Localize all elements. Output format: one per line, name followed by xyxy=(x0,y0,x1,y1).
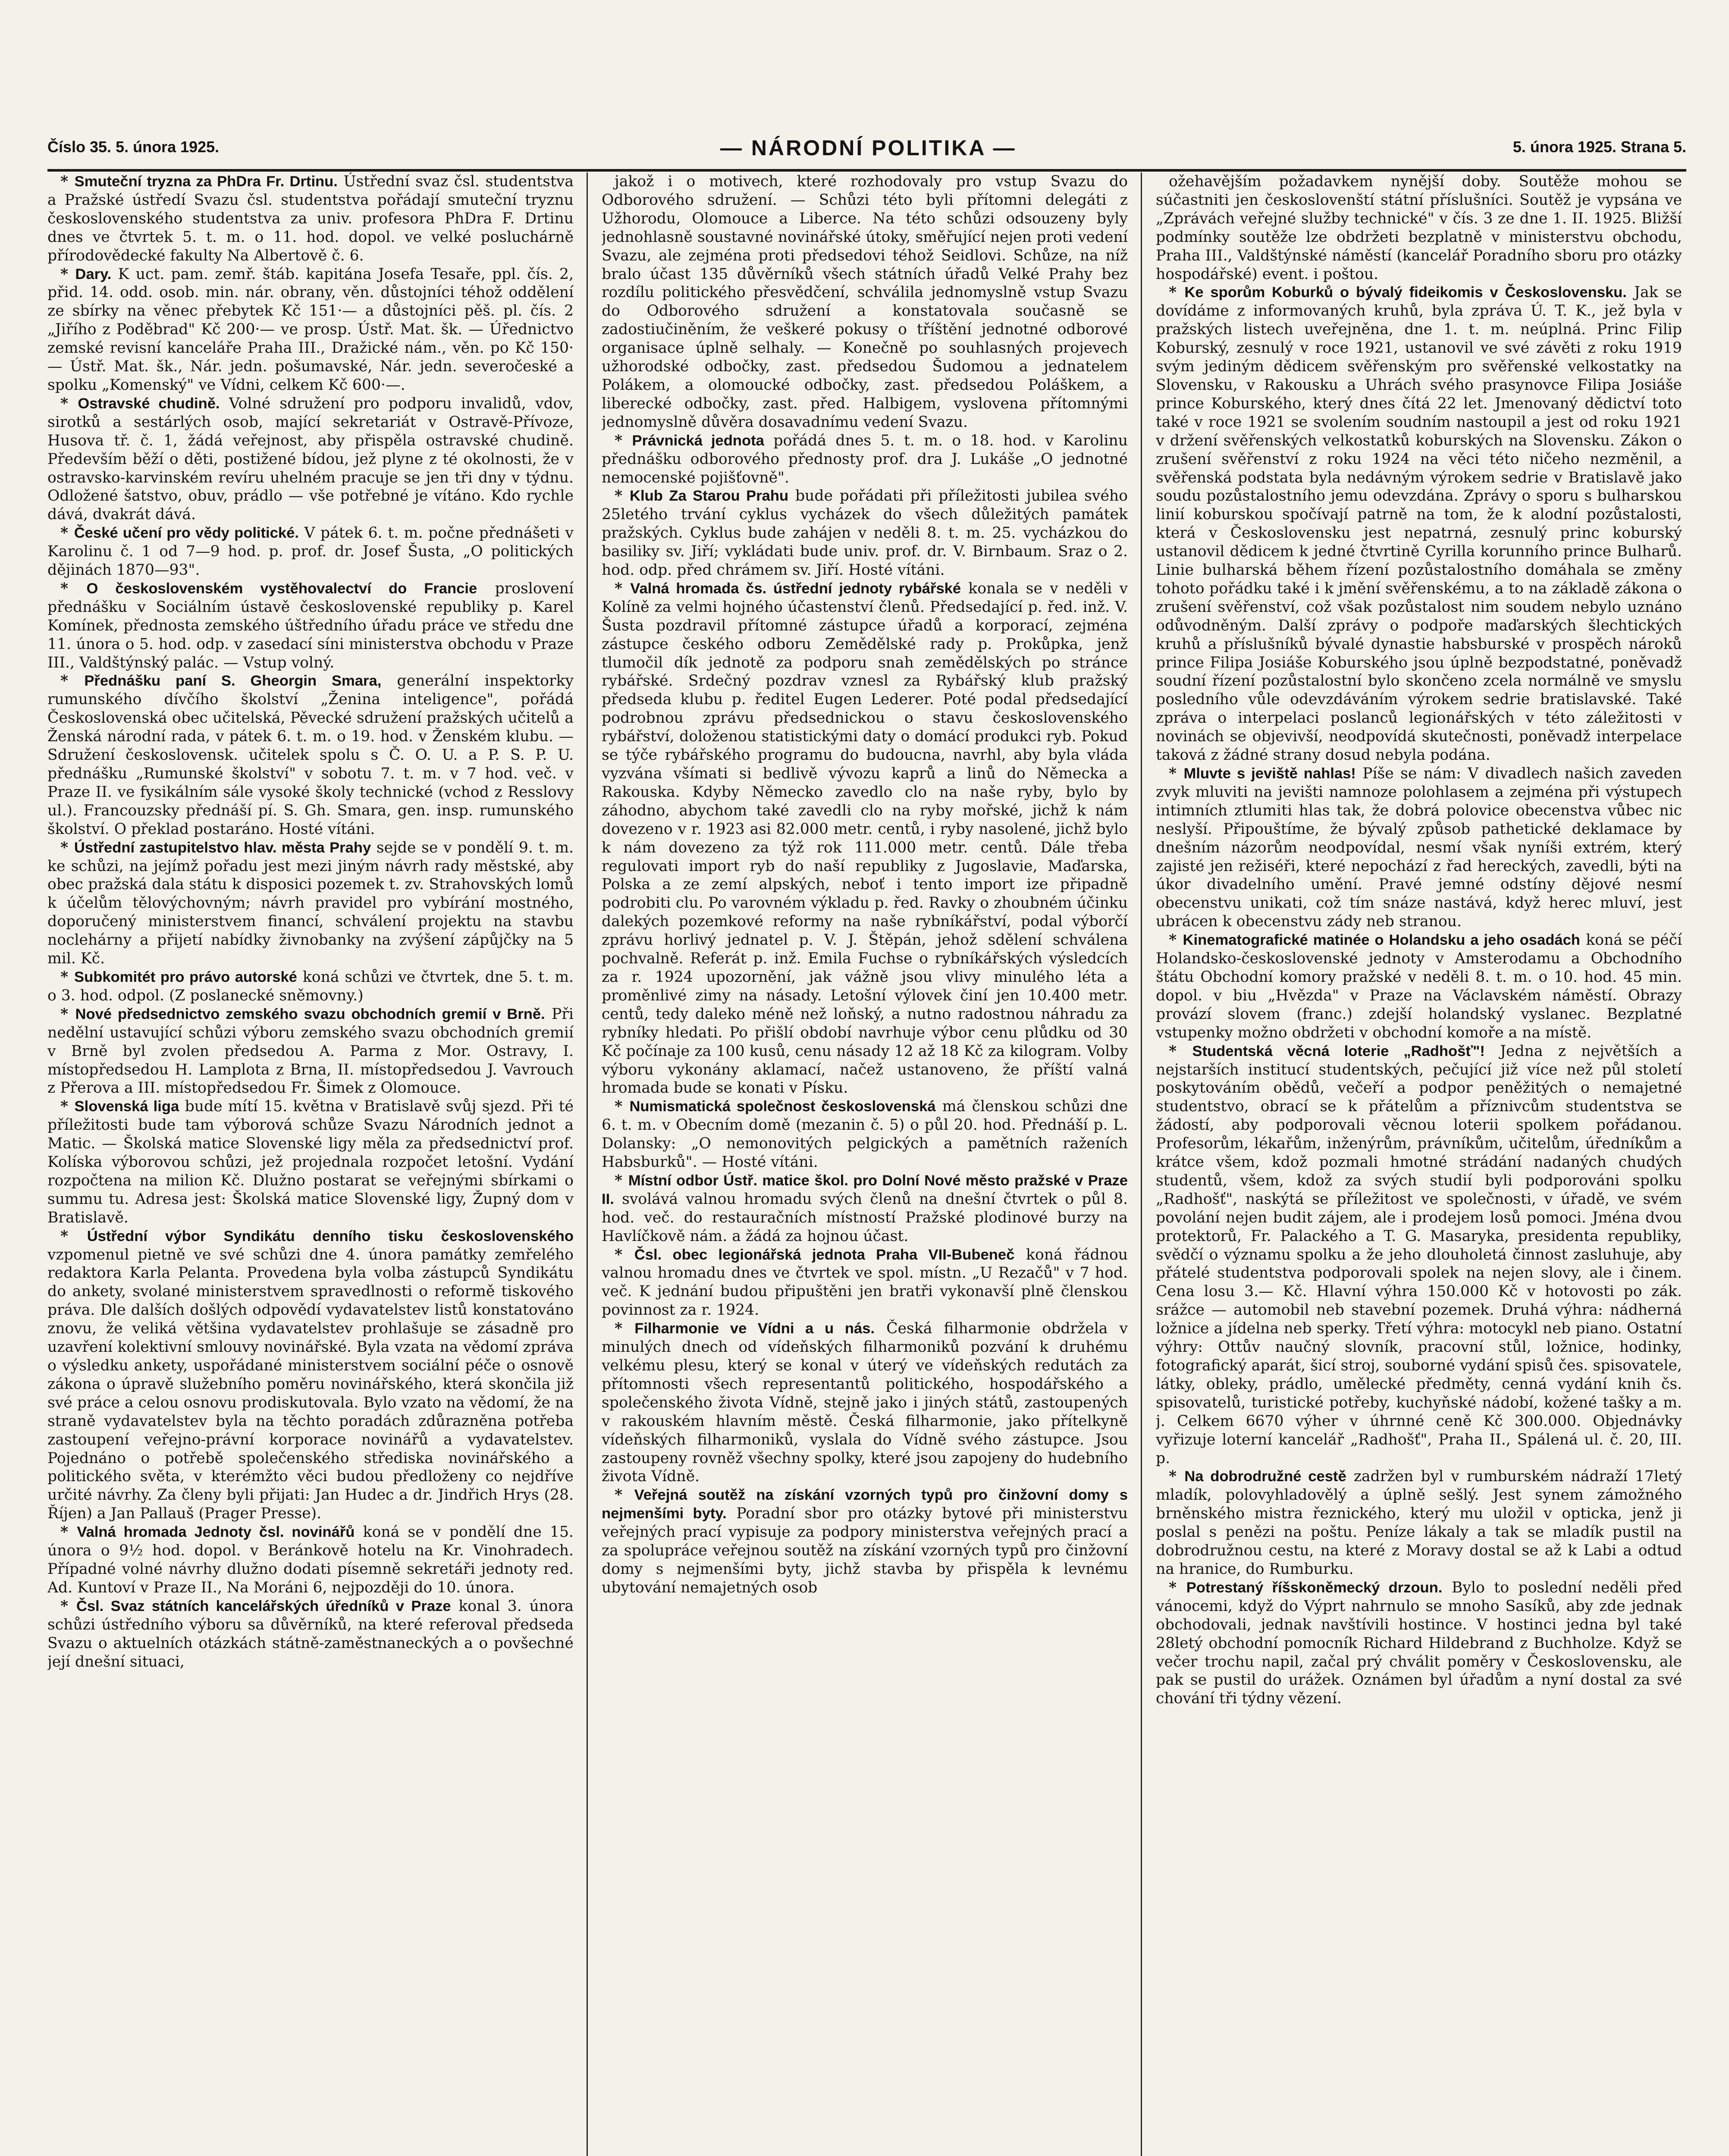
article xyxy=(47,1005,574,1098)
article-bullet: * xyxy=(615,580,631,597)
article-heading: Čsl. obec legionářská jednota Praha VII-Bubeneč xyxy=(634,1246,1015,1263)
article xyxy=(602,580,1128,1097)
article xyxy=(47,580,574,672)
article-body: má členskou schůzi dne 6. t. m. v Obecním domě (mezanin č. 5) o půl 20. hod. Přednáší p. L. Dolansky: „O nemonovitých pelgických a pamětních raženích Habsburků". — Hosté vítáni. xyxy=(602,1098,1128,1171)
column-3 xyxy=(1156,172,1682,2156)
article-body: Bylo to poslední neděli před vánocemi, když do Výprt nahrnulo se mnoho Sasíků, aby zde jednak obchodovali, jednak navštívili hostince. V hostinci jedna byl také 28letý obchodní pomocník Richard Hildebrand z Buchholze. Když se večer trochu napil, začal prý chválit poměry v Československu, ale pak se pustil do urážek. Oznámen byl úřadům a nyní dostal za své chování tři týdny vězení. xyxy=(1156,1579,1682,1708)
article-bullet: * xyxy=(60,524,74,542)
article-body: Při nedělní ustavující schůzi výboru zemského svazu obchodních gremií v Brně byl zvolen předsedou A. Parma z Mor. Ostravy, I. místopředsedou H. Lamplota z Brna, II. místopředsedou J. Vavrouch z Přerova a III. místopředsedou Fr. Šimek z Olomouce. xyxy=(47,1005,574,1097)
article-bullet: * xyxy=(60,839,74,856)
article-bullet: * xyxy=(1169,1042,1192,1060)
article xyxy=(602,1319,1128,1486)
article xyxy=(602,487,1128,580)
article-body: Česká filharmonie obdržela v minulých dnech od vídeňských filharmoniků pozvání k druhému velkému plesu, který se konal v úterý ve vídeňských redutách za přítomnosti všech representantů politického, hospodářského a společenského života Vídně, stejně jako i jiných států, zastoupených v rakouském hlavním městě. Česká filharmonie, jako přítelkyně vídeňských filharmoniků, vyslala do Vídně svého zástupce. Jsou zastoupeny rovněž všechny spolky, které jsou zapojeny do hudebního života Vídně. xyxy=(602,1320,1128,1485)
article-heading: Valná hromada Jednoty čsl. novinářů xyxy=(77,1524,355,1541)
article-body: proslovení přednášku v Sociálním ústavě československé republiky p. Karel Komínek, přednosta zemského úštředního úřadu práce ve středu dne 11. února o 5. hod. odp. v zasedací síni ministerstva obchodu v Praze III., Valdštýnský palác. — Vstup volný. xyxy=(47,580,574,671)
article-bullet: * xyxy=(60,1227,87,1245)
article xyxy=(47,1097,574,1227)
newspaper-title: — NÁRODNÍ POLITIKA — xyxy=(720,136,1017,160)
article xyxy=(602,1246,1128,1320)
article xyxy=(1156,1042,1682,1468)
article-body: Volné sdružení pro podporu invalidů, vdov, sirotků a sestárlých osob, mající sekretariát v Ostravě-Přívoze, Husova tř. č. 1, žádá veřejnost, aby přispěla ostravské chudině. Především běží o děti, postižené bídou, jež plyne z té okolnosti, že v ostravsko-karvinském revíru uhelném pracuje se jen tři dny v týdnu. Odložené šatstvo, obuv, prádlo — vše potřebné je vítáno. Kdo rychle dává, dvakrát dává. xyxy=(47,395,574,523)
article-body: Poradní sbor pro otázky bytové při ministerstvu veřejných prací vypisuje za podpory ministerstva veřejných prací a za spolupráce veřejnou soutěž na získání vzorných typů pro činžovní domy s nejmenšími byty, jichž stavba by přispěla k levnému ubytování nemajetných osob xyxy=(602,1505,1128,1596)
article-body: zadržen byl v rumburském nádraží 17letý mladík, polovyhladovělý a úplně sešlý. Jest synem zámožného brněnského mistra řeznického, který mu uložil v opticka, jenž ji poslal s penězi na poštu. Peníze lákaly a tak se mladík pustil na dobrodružnou cestu, na které z Moravy dostal se až k Labi a odtud na hranice, do Rumburku. xyxy=(1156,1468,1682,1578)
article-bullet: * xyxy=(60,1523,77,1541)
article-body: koná se péčí Holandsko-československé jednoty v Amsterodamu a Obchodního štátu Obchodní komory pražské v neděli 8. t. m. o 10. hod. 45 min. dopol. v biu „Hvězda" v Praze na Václavském náměstí. Obrazy provází slovem (franc.) zdejší holandský vyslanec. Bezplatné vstupenky možno obdržeti v obchodní komoře a na místě. xyxy=(1156,931,1682,1041)
article-heading: Přednášku paní S. Gheorgin Smara, xyxy=(84,673,382,689)
article-body: Jak se dovídáme z informovaných kruhů, byla zpráva Ú. T. K., jež byla v pražských listech uveřejněna, dne 1. t. m. neúplná. Princ Filip Koburský, zesnulý v roce 1921, ustanovil ve své závěti z roku 1919 svým jediným dědicem svěřenským pro svěřenské velkostatky na Slovensku, v Rakousku a Uhrách svého prasynovce Filipa Josiáše prince Koburského, který dnes čítá 22 let. Jmenovaný dědictví toto také v roce 1921 se svolením soudním nastoupil a jest od roku 1921 v držení svěřenských velkostatků koburských na Slovensku. Zákon o zrušení svěřenství z roku 1924 na věci této ničeho nezměnil, a svěřenská podstata byla nedávným výrokem sedrie v Bratislavě jako soudu pozůstalostního jemu odevzdána. Zprávy o sporu s bulharskou linií koburskou spočívají patrně na tom, že k alodní pozůstalosti, která v Československu jest nepatrná, zesnulý princ koburský ustanovil dědicem k jedné čtvrtině Cyrilla korunního prince Bulharů. Linie bulharská během řízení pozůstalostního domáhala se změny tohoto pořádku také i k jmění svěřenskému, a to na základě zákona o zrušení svěřenství, což však pozůstalost nim soudem nebylo uznáno odůvodněným. Další zprávy o podpoře maďarských šlechtických kruhů a příslušníků bývalé dynastie habsburské v prospěch nároků prince Filipa Josiáše Koburského jsou úplně bezpodstatné, poněvadž soudní řízení pozůstalostní bylo skončeno zcela normálně ve smyslu posledního vůle odevzdáváním výrokem sedrie bratislavské. Také zpráva o interpelaci poslanců legionářských v této záležitosti v novinách se objevivší, neodpovídá skutečnosti, poněvadž interpelace taková z žádné strany dosud nebyla podána. xyxy=(1156,284,1682,764)
article-body: jakož i o motivech, které rozhodovaly pro vstup Svazu do Odborového sdružení. — Schůzi této byli přítomni delegáti z Užhorodu, Olomouce a Liberce. Na této schůzi odsouzeny byly jednohlasně soustavné novinářské útoky, směřující nejen proti vedení Svazu, ale zejména proti předsedovi téhož Seidlovi. Schůze, na níž bralo účast 135 důvěrníků všech státních úřadů Velké Prahy bez rozdílu politického přesvědčení, schválila jednomyslně vstup Svazu do Odborového sdružení a konstatovala současně se zadostiučiněním, že veškeré pokusy o tříštění jednotné odborové organisace úplně selhaly. — Konečně po souhlasných projevech užhorodské odbočky, zast. předsedou Šudomou a jednatelem Polákem, a olomoucké odbočky, zast. předsedou Poláškem, a liberecké odbočky, zast. před. Halbigem, vyslovena přítomnými jednomyslně důvěra dosavadnímu vedení Svazu. xyxy=(602,173,1128,431)
article xyxy=(1156,1579,1682,1708)
article-body: koná schůzi ve čtvrtek, dne 5. t. m. o 3. hod. odpol. (Z poslanecké sněmovny.) xyxy=(47,968,574,1004)
article xyxy=(47,672,574,838)
article-bullet: * xyxy=(60,1098,75,1116)
article xyxy=(602,1172,1128,1246)
article-bullet: * xyxy=(60,395,78,412)
article-bullet: * xyxy=(615,1246,634,1263)
article-bullet: * xyxy=(60,1005,75,1023)
article-body: koná řádnou valnou hromadu dnes ve čtvrtek ve spol. místn. „U Rezačů" v 7 hod. več. K jednání budou připuštěni jen bratři vykonavší plně členskou povinnost za r. 1924. xyxy=(602,1246,1128,1319)
article-heading: Smuteční tryzna za PhDra Fr. Drtinu. xyxy=(74,173,338,190)
article-body: bude pořádati při příležitosti jubilea svého 25letého trvání cyklus vycházek do všech důležitých památek pražských. Cyklus bude zahájen v neděli 8. t. m. 25. vycházkou do basiliky sv. Jiří; vykládati bude univ. prof. dr. V. Birnbaum. Sraz o 2. hod. odp. před chrámem sv. Jiří. Hosté vítáni. xyxy=(602,487,1128,579)
article-heading: Veřejná soutěž na získání vzorných typů pro činžovní domy s nejmenšími byty. xyxy=(602,1487,1128,1522)
article-heading: Valná hromada čs. ústřední jednoty rybářské xyxy=(630,580,961,597)
article-heading: Čsl. Svaz státních kancelářských úředníků v Praze xyxy=(76,1598,451,1614)
article-bullet: * xyxy=(60,672,85,690)
article xyxy=(47,265,574,395)
column-2 xyxy=(602,172,1128,2156)
article-heading: Potrestaný říšskoněmecký drzoun. xyxy=(1186,1579,1443,1596)
issue-number-date: Číslo 35. 5. února 1925. xyxy=(47,138,220,156)
article-body: V pátek 6. t. m. počne přednášeti v Karolinu č. 1 od 7—9 hod. p. prof. dr. Josef Šusta, „O politických dějinách 1870—93". xyxy=(47,524,574,579)
article-heading: Studentská věcná loterie „Radhošť"! xyxy=(1192,1043,1485,1059)
article-bullet: * xyxy=(615,432,632,449)
article xyxy=(602,1486,1128,1597)
article-body: K uct. pam. zemř. štáb. kapitána Josefa Tesaře, ppl. čís. 2, přid. 14. odd. osob. min. nár. obrany, věn. důstojníci téhož oddělení ze sbírky na věnec přebytek Kč 151·— a důstojníci pěš. pl. čís. 2 „Jiřího z Poděbrad" Kč 200·— ve prosp. Ústř. Mat. šk. — Úřednictvo zemské revisní kanceláře Praha III., Dražické nám., věn. po Kč 150·— Ústř. Mat. šk., Nár. jedn. pošumavské, Nár. jedn. severočeské a spolku „Komenský" ve Vídni, celkem Kč 600·—. xyxy=(47,265,574,394)
article-body: koná se v pondělí dne 15. února o 9½ hod. dopol. v Beránkově hotelu na Kr. Vinohradech. Případné volné návrhy dlužno dodati písemně sekretáři jednoty red. Ad. Kuntoví v Praze II., Na Moráni 6, nejpozději do 10. února. xyxy=(47,1523,574,1596)
article-bullet: * xyxy=(1169,1468,1185,1485)
article xyxy=(47,1523,574,1597)
article-heading: Klub Za Starou Prahu xyxy=(630,488,789,505)
article-heading: Ke sporům Koburků o bývalý fideikomis v Československu. xyxy=(1184,284,1627,301)
article-body: svolává valnou hromadu svých členů na dnešní čtvrtek o půl 8. hod. več. do restauračních místností Pražské plodinové burzy na Havlíčkově nám. a žádá za hojnou účast. xyxy=(602,1190,1128,1245)
article-heading: Ústřední výbor Syndikátu denního tisku československého xyxy=(87,1228,574,1244)
column-divider-2 xyxy=(1141,172,1142,2156)
article-heading: Filharmonie ve Vídni a u nás. xyxy=(634,1320,875,1337)
article-heading: Kinematografické matinée o Holandsku a jeho osadách xyxy=(1183,932,1580,949)
article-heading: Na dobrodružné cestě xyxy=(1184,1468,1346,1485)
article-bullet: * xyxy=(60,968,75,986)
article-body: konala se v neděli v Kolíně za velmi hojného účastenství členů. Předsedající p. řed. inž. V. Šusta pozdravil přítomné zástupce úřadů a korporací, zejména zástupce českého odboru Zemědělské rady p. Prokůpka, jenž tlumočil dík jednotě za podporu snah zemědělských po stránce rybářské. Srdečný pozdrav vznesl za Rybářský klub pražský předseda klubu p. ředitel Eugen Lederer. Poté podal předsedající podrobnou zprávu předsednickou o stavu československého rybářství, doloženou statistickými daty o domácí produkci ryb. Pokud se týče rybářského programu do budoucna, navrhl, aby byla vláda vyzvána všímati si bedlivě vývozu kaprů a linů do Německa a Rakouska. Kdyby Německo zavedlo clo na naše ryby, bylo by záhodno, abychom také zavedli clo na ryby mořské, jichž k nám dovezeno v r. 1923 asi 82.000 metr. centů, i ryby nasolené, jichž bylo k nám dovezeno za týž rok 111.000 metr. centů. Dále třeba regulovati import ryb do naší republiky z Jugoslavie, Maďarska, Polska a ze zemí alpských, neboť i tento import ize připadně podrobiti clu. Po varovném výkladu p. řed. Ravky o zhoubném účinku dalekých pozemkové reformy na naše rybníkářství, podal výborčí zprávu horlivý jednatel p. V. J. Štěpán, jehož sdělení schválena pochvalně. Referát p. inž. Emila Fuchse o rybníkářských výsledcích za r. 1924 upozornění, jak vážně jsou vlivy minulého léta a proměnlivé zimy na násady. Letošní výlovek činí jen 10.400 metr. centů, tedy daleko méně než loňský, a nutno radostnou náhradu za rybníky hledati. Po přišlí období navrhuje výbor cenu plůdku od 30 Kč počínaje za 100 kusů, cenu násady 12 až 18 Kč za kilogram. Volby výboru vykonány aklamací, načež ustanoveno, že příští valná hromada bude se konati v Písku. xyxy=(602,580,1128,1097)
article xyxy=(1156,1467,1682,1578)
article-heading: Slovenská liga xyxy=(74,1098,179,1115)
article-heading: Ostravské chudině. xyxy=(78,395,220,412)
article-bullet: * xyxy=(615,1486,634,1504)
article-bullet: * xyxy=(615,487,630,505)
article-body: Píše se nám: V divadlech našich zaveden zvyk mluviti na jevišti namnoze polohlasem a zejména při výstupech intimních ztlumiti hlas tak, že dobrá polovice obecenstva vůbec nic neslyší. Připouštíme, že bývalý způsob pathetické deklamace by dnešním názorům neodpovídal, nesmí však nyníši extrém, který zajisté jen režiséři, které nepochází z řad hereckých, zavedli, býti na úkor divadelního umění. Pravé jemné odstíny dějové nesmí obecenstvu unikati, což tím snáze nastává, když herec mluví, jest ubrácen k obecenstvu zády neb stranou. xyxy=(1156,765,1682,931)
article-bullet: * xyxy=(615,1172,628,1189)
article-heading: Dary. xyxy=(75,266,112,282)
article-body: bude mítí 15. května v Bratislavě svůj sjezd. Při té příležitosti bude tam výborová schůze Svazu Národních jednot a Matic. — Školská matice Slovenské ligy měla za předsednictví prof. Kolíska výborovou schůzi, jež projednala rozpočet letošní. Vydání rozpočtena na milion Kč. Dlužno postarat se veřejnými sbírkami o summu tu. Adresa jest: Školská matice Slovenské ligy, Župný dom v Bratislavě. xyxy=(47,1098,574,1226)
article-heading: Nové předsednictvo zemského svazu obchodních gremií v Brně. xyxy=(75,1006,545,1022)
article xyxy=(1156,283,1682,765)
article-bullet: * xyxy=(1169,284,1185,301)
article-heading: Numismatická společnost československá xyxy=(629,1098,936,1115)
article xyxy=(1156,765,1682,931)
article-heading: České učení pro vědy politické. xyxy=(74,525,299,542)
article-bullet: * xyxy=(615,1320,635,1338)
article-body: Jedna z největších a nejstarších institucí studentských, pečující již více než půl století poskytováním obědů, večeří a podpor peněžitých o nemajetné studentstvo, obrací se k přátelům a příznivcům studentstva se žádostí, aby podporovali věcnou loterii spolkem pořádanou. Profesorům, lékařům, inženýrům, právníkům, učitelům, úředníkům a krátce všem, kdož pozmali hmotné strádání nadaných chudých studentů, všem, kdož za svých studií byli podporováni spolku „Radhošť", naskýtá se příležitost ve společnosti, v úřadě, ve svém povolání nejen budit zájem, ale i prodejem losů pomoci. Jména dvou protektorů, Fr. Palackého a T. G. Masaryka, presidenta republiky, svědčí o významu spolku a že jeho dlouholetá činnost zasluhuje, aby přátelé studentstva podporovali spolek na nejen slovy, ale i činem. Cena losu 3.— Kč. Hlavní výhra 150.000 Kč v hotovosti po zák. srážce — automobil neb stavební pozemek. Druhá výhra: nádherná ložnice a jídelna neb sperky. Třetí výhra: motocykl neb piano. Ostatní výhry: Ottův naučný slovník, pracovní stůl, ložnice, hodinky, fotografický aparát, šicí stroj, souborné vydání spisů čes. spisovatele, látky, obleky, prádlo, umělecké předměty, cenná vydání knih čs. spisovatelů, turistické potřeby, kuchyňské nádobí, kožené tašky a m. j. Celkem 6670 výher v úhrnné ceně Kč 300.000. Objednávky vyřizuje loterní kancelář „Radhošť", Praha II., Spálená ul. č. 20, III. p. xyxy=(1156,1042,1682,1467)
date-page-number: 5. února 1925. Strana 5. xyxy=(1512,138,1686,156)
article-body: Ústřední svaz čsl. studentstva a Pražské ústředí Svazu čsl. studentstva pořádají smuteční tryznu československého studentstva za univ. profesora PhDra F. Drtinu dnes ve čtvrtek 5. t. m. o 11. hod. dopol. ve velké posluchárně přírodovědecké fakulty Na Albertově č. 6. xyxy=(47,173,574,264)
article xyxy=(47,524,574,580)
article-body: sejde se v pondělí 9. t. m. ke schůzi, na jejímž pořadu jest mezi jiným návrh rady městské, aby obec pražská dala státu k disposici pozemek t. zv. Strahovských lomů k účelům tělovýchovným; návrh pravidel pro vybírání mostného, doporučený ministerstvem financí, schválení projektu na stavbu noclehárny a přijetí nabídky živnobanky na zvýšení zápůjčky na 5 mil. Kč. xyxy=(47,839,574,968)
article xyxy=(602,172,1128,432)
article-body: konal 3. února schůzi ústředního výboru sa důvěrníků, na které referoval předseda Svazu o aktuelních otázkách státně-zaměstnaneckých a o povšechné její dnešní situaci, xyxy=(47,1597,574,1670)
article xyxy=(47,839,574,968)
article-bullet: * xyxy=(60,1597,76,1615)
article xyxy=(47,968,574,1005)
article xyxy=(47,1597,574,1671)
article xyxy=(47,395,574,524)
article-bullet: * xyxy=(60,265,75,283)
article-bullet: * xyxy=(1169,765,1184,782)
column-1 xyxy=(47,172,574,2156)
article xyxy=(1156,931,1682,1042)
article xyxy=(1156,172,1682,283)
article-bullet: * xyxy=(60,580,87,597)
article xyxy=(602,1097,1128,1172)
article-body: pořádá dnes 5. t. m. o 18. hod. v Karolinu přednášku odborového přednosty prof. dra J. Lukáše „O jednotné nemocenské pojišťovně". xyxy=(602,432,1128,486)
article-bullet: * xyxy=(60,173,75,190)
article-heading: O československém vystěhovalectví do Francie xyxy=(86,580,477,597)
article-bullet: * xyxy=(1169,931,1183,949)
article xyxy=(602,432,1128,487)
article-bullet: * xyxy=(1169,1579,1186,1596)
article-heading: Mluvte s jeviště nahlas! xyxy=(1183,765,1356,782)
header-rule xyxy=(47,169,1686,172)
article xyxy=(47,172,574,265)
article-heading: Subkomitét pro právo autorské xyxy=(74,968,297,985)
article-bullet: * xyxy=(615,1098,630,1116)
article-body: ožehavějším požadavkem nynější doby. Soutěže mohou se súčastniti jen českoslovenští státní příslušníci. Soutěž je vypsána ve „Zprávách veřejné služby technické" v čís. 3 ze dne 1. II. 1925. Bližší podmínky soutěže lze obdržeti bezplatně v ministerstvu obchodu, Praha III., Valdštýnské náměstí (kancelář Poradního sboru pro otázky hospodářské) event. i poštou. xyxy=(1156,173,1682,283)
article xyxy=(47,1227,574,1523)
column-divider-1 xyxy=(587,172,588,2156)
article-body: generální inspektorky rumunského dívčího školství „Ženina inteligence", pořádá Československá obec učitelská, Pěvecké sdružení pražských učitelů a Ženská národní rada, v pátek 6. t. m. o 19. hod. v Ženském klubu. — Sdružení československ. učitelek spolu s Č. O. U. a P. S. P. U. přednášku „Rumunské školství" v sobotu 7. t. m. v 7 hod. več. v Praze II. ve fysikálním sále vysoké školy technické (vchod z Resslovy ul.). Francouzsky přednáší pí. S. Gh. Smara, gen. insp. rumunského školství. O překlad postaráno. Hosté vítáni. xyxy=(47,672,574,838)
article-heading: Místní odbor Ústř. matice škol. pro Dolní Nové město pražské v Praze II. xyxy=(602,1172,1128,1207)
article-heading: Právnická jednota xyxy=(632,432,764,449)
article-body: vzpomenul pietně ve své schůzi dne 4. února památky zemřelého redaktora Karla Pelanta. Provedena byla volba zástupců Syndikátu do ankety, svolané ministerstvem spravedlnosti o reformě tiskového práva. Dle dalších došlých odpovědí vydavatelstev listů konstatováno znovu, že veliká většina vydavatelstev prohlašuje se zásadně pro uzavření kolektivní smlouvy novinářské. Byla vzata na vědomí zpráva o výsledku ankety, uspořádané ministerstvem sociální péče o osnově zákona o úpravě služebního poměru novinářského, která skončila již své práce a celou osnovu prodiskutovala. Bylo vzato na vědomí, že na straně vydavatelstev byla na těchto poradách zdůrazněna potřeba zastoupení veřejno-právní korporace novinářů a vydavatelstev. Pojednáno o potřebě společenského střediska novinářského a politického světa, v kterémžto věci budou předloženy co nejdříve určité návrhy. Za členy byli přijati: Jan Hudec a dr. Jindřich Hrys (28. Říjen) a Jan Pallauš (Prager Presse). xyxy=(47,1246,574,1523)
article-heading: Ústřední zastupitelstvo hlav. města Prahy xyxy=(74,839,371,856)
